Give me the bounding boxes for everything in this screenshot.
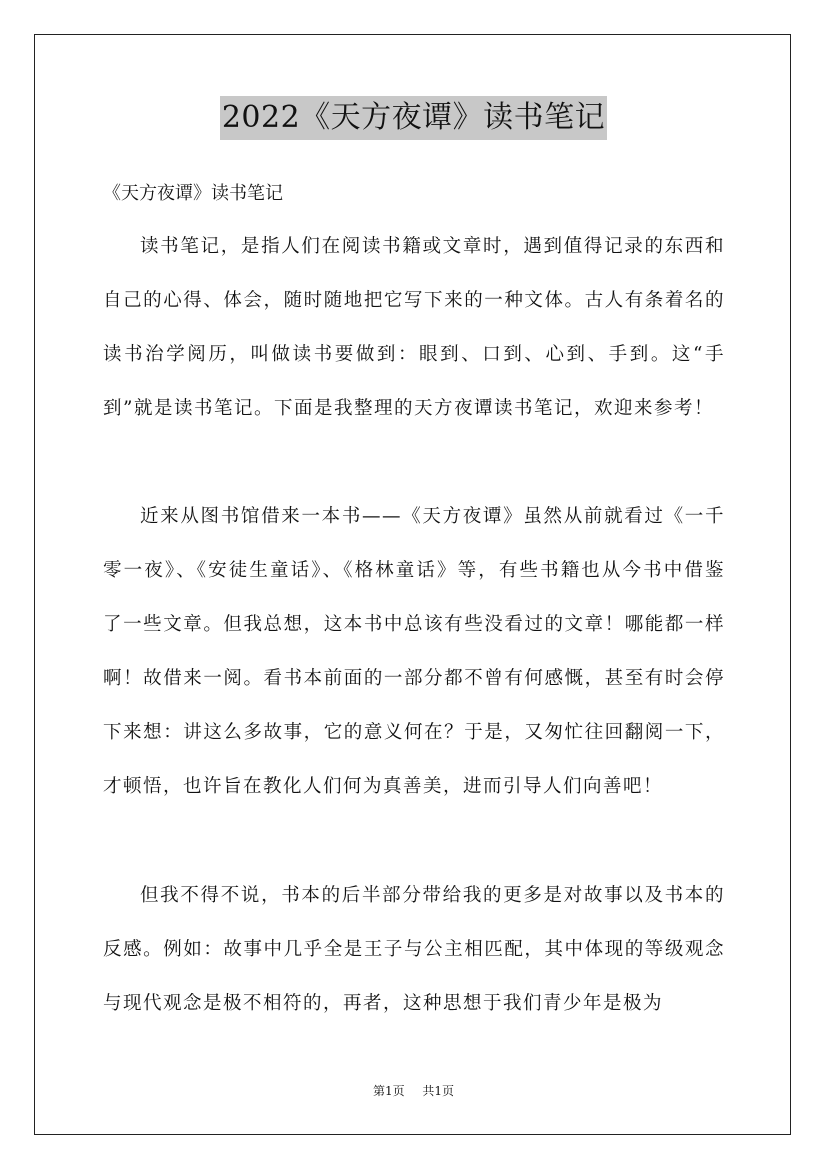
- title-container: [0, 96, 827, 140]
- body-paragraph-2: 近来从图书馆借来一本书——《天方夜谭》虽然从前就看过《一千零一夜》、《安徒生童话》、《格林童话》等，有些书籍也从今书中借鉴了一些文章。但我总想，这本书中总该有些没看过的文章！哪能都一样啊！故借来一阅。看书本前面的一部分都不曾有何感慨，甚至有时会停下来想：讲这么多故事，它的意义何在？于是，又匆忙往回翻阅一下，才顿悟，也许旨在教化人们何为真善美，进而引导人们向善吧！: [103, 506, 725, 797]
- page-total: 共1页: [422, 1084, 455, 1098]
- body-paragraph-3: 但我不得不说，书本的后半部分带给我的更多是对故事以及书本的反感。例如：故事中几乎全是王子与公主相匹配，其中体现的等级观念与现代观念是极不相符的，再者，这种思想于我们青少年是极为: [103, 885, 725, 1014]
- document-title: 2022《天方夜谭》读书笔记: [220, 96, 607, 140]
- document-subtitle: 《天方夜谭》读书笔记: [103, 183, 283, 204]
- page-footer: [0, 1081, 827, 1101]
- page-number: 第1页: [372, 1084, 405, 1098]
- body-paragraph-1: 读书笔记，是指人们在阅读书籍或文章时，遇到值得记录的东西和自己的心得、体会，随时随地把它写下来的一种文体。古人有条着名的读书治学阅历，叫做读书要做到：眼到、口到、心到、手到。这“手到”就是读书笔记。下面是我整理的天方夜谭读书笔记，欢迎来参考！: [103, 236, 725, 419]
